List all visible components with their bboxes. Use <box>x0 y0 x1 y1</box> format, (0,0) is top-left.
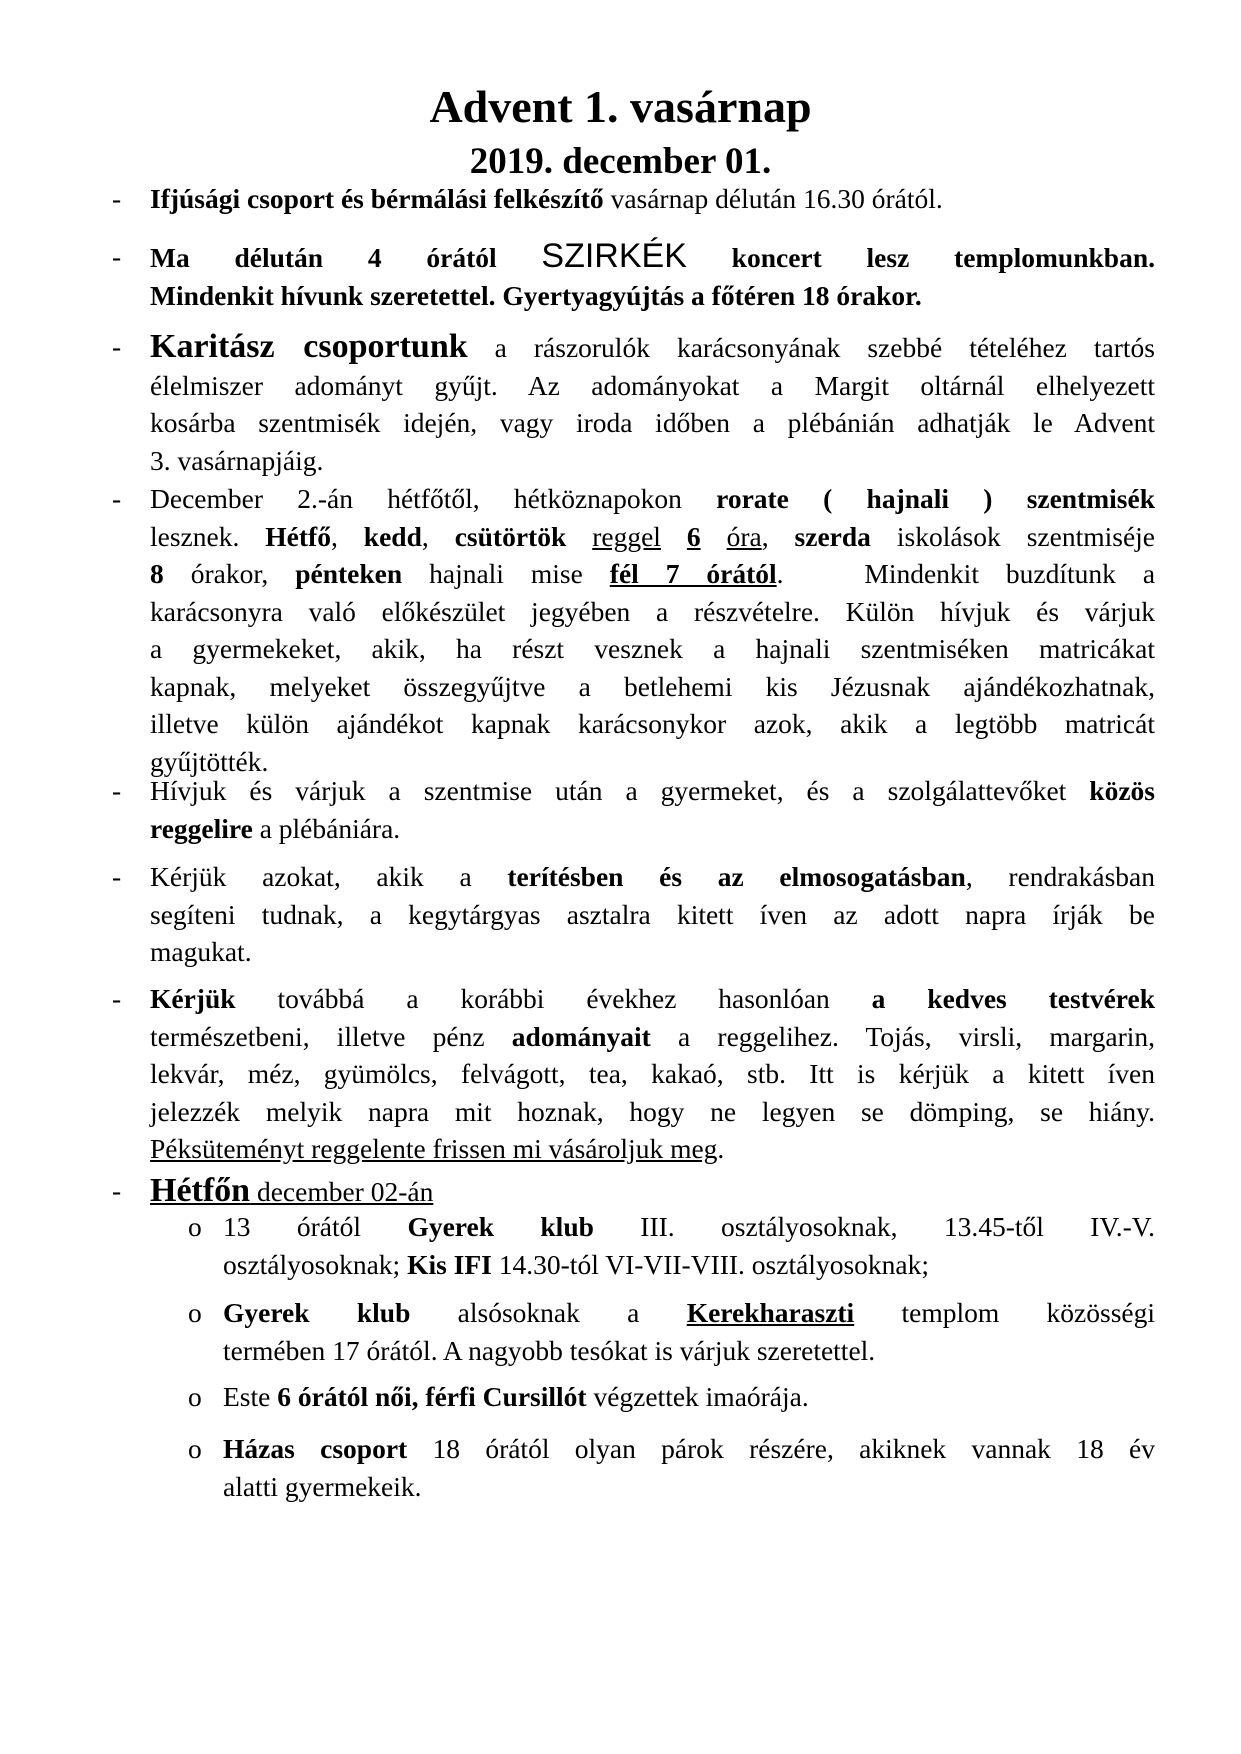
bold-text: 6 órától női, férfi Cursillót <box>277 1381 587 1412</box>
underlined-text: óra <box>726 520 762 552</box>
text-line: alatti gyermekeik. <box>223 1470 422 1502</box>
bold-text: adományait <box>511 1020 651 1052</box>
dash-bullet: - <box>112 241 122 272</box>
bold-text: rorate ( hajnali ) szentmisék <box>716 483 1156 514</box>
bold-text: szerda <box>794 520 871 552</box>
announcement-rorate <box>112 480 1156 780</box>
text-line: gyűjtötték. <box>150 745 269 777</box>
page-date: 2019. december 01. <box>469 141 772 182</box>
bold-text: Gyerek klub <box>223 1297 411 1328</box>
text: Kérjük azokat, akik a <box>150 861 472 892</box>
text: , rendrakásban <box>965 861 1155 892</box>
bold-text: Mindenkit hívunk szeretettel. Gyertyagyújtás a főtéren 18 órakor. <box>150 279 922 311</box>
bold-text: Ma délután 4 órától <box>150 242 497 273</box>
text: továbbá a korábbi évekhez hasonlóan <box>277 983 830 1014</box>
text: lesznek. <box>150 520 240 552</box>
text-line: 3. vasárnapjáig. <box>150 444 324 476</box>
dash-bullet: - <box>112 1175 122 1206</box>
text-line: termében 17 órától. A nagyobb tesókat is várjuk szeretettel. <box>223 1334 876 1366</box>
bold-text: kedd <box>363 520 422 552</box>
text: iskolások szentmiséje <box>896 520 1155 552</box>
text: , <box>330 520 338 552</box>
bold-text: Ifjúsági csoport és bérmálási felkészítő <box>150 183 604 214</box>
text: a plébániára. <box>252 812 401 844</box>
dash-bullet: - <box>112 331 122 362</box>
text: 14.30-tól VI-VII-VIII. osztályosoknak; <box>491 1248 929 1280</box>
bold-text: 8 <box>150 558 164 589</box>
text: Este <box>223 1381 278 1412</box>
dash-bullet: - <box>112 483 122 514</box>
bold-text: Gyerek klub <box>407 1211 594 1242</box>
text-line: illetve külön ajándékot kapnak karácsonykor azok, akik a legtöbb matricát <box>150 708 1155 739</box>
bold-text: pénteken <box>295 558 403 589</box>
sub-item-married-group <box>188 1430 1155 1505</box>
underlined-text: reggel <box>592 520 661 552</box>
text-line: magukat. <box>150 936 252 967</box>
announcement-szirkek-concert <box>112 237 1156 314</box>
text-line: segíteni tudnak, a kegytárgyas asztalra kitett íven az adott napra írják be <box>150 898 1155 930</box>
text: . <box>717 1133 725 1164</box>
text: Hívjuk és várjuk a szentmise után a gyermeket, és a szolgálattevőket <box>150 775 1067 806</box>
text: természetbeni, illetve pénz <box>150 1020 485 1052</box>
text-line: kosárba szentmisék idején, vagy iroda időben a plébánián adhatják le Advent <box>150 407 1155 438</box>
announcement-breakfast <box>112 772 1155 847</box>
announcement-helpers <box>112 858 1155 971</box>
text: Mindenkit buzdítunk a <box>864 558 1156 589</box>
text-line: élelmiszer adományt gyűjt. Az adományokat a Margit oltárnál elhelyezett <box>150 369 1155 401</box>
text: 18 órától olyan párok részére, akiknek vannak 18 év <box>407 1433 1155 1464</box>
circle-bullet: o <box>188 1211 202 1242</box>
announcement-caritas <box>112 328 1156 479</box>
text: a rászorulók karácsonyának szebbé tételéhez tartós <box>494 332 1156 363</box>
text: hajnali mise <box>429 558 583 589</box>
bold-text: terítésben és az elmosogatásban <box>507 861 966 892</box>
bold-text: reggelire <box>150 812 253 844</box>
text-line: a gyermekeket, akik, ha részt vesznek a hajnali szentmiséken matricákat <box>150 633 1155 664</box>
sub-item-cursillo <box>188 1378 1155 1416</box>
bold-text: koncert lesz templomunkban. <box>731 242 1156 273</box>
text: 13 órától <box>223 1211 362 1242</box>
bold-text: Hétfőn <box>150 1172 251 1209</box>
text-line: jelezzék melyik napra mit hoznak, hogy ne legyen se dömping, se hiány. <box>150 1095 1155 1127</box>
announcement-donations <box>112 980 1155 1168</box>
text: a reggelihez. Tojás, virsli, margarin, <box>650 1020 1155 1052</box>
text: órakor, <box>190 558 269 589</box>
sub-item-lower-grades <box>188 1294 1156 1369</box>
circle-bullet: o <box>188 1297 202 1328</box>
dash-bullet: - <box>112 983 122 1014</box>
text: vasárnap délután 16.30 órától. <box>603 183 943 214</box>
announcement-youth-group <box>112 180 1155 218</box>
bold-text: Hétfő <box>265 520 331 552</box>
bold-text: Kérjük <box>150 983 236 1014</box>
text: III. osztályosoknak, 13.45-től IV.-V. <box>640 1211 1155 1242</box>
text: osztályosoknak; <box>223 1248 401 1280</box>
text: December 2.-án hétfőtől, hétköznapokon <box>150 483 682 514</box>
dash-bullet: - <box>112 183 122 214</box>
bold-text: Kerekharaszti <box>686 1297 855 1328</box>
underlined-text: Péksüteményt reggelente frissen mi vásároljuk meg <box>150 1133 718 1164</box>
page-title: Advent 1. vasárnap <box>429 81 812 132</box>
text: alsósoknak a <box>457 1297 640 1328</box>
bold-text: Kis IFI <box>407 1248 492 1280</box>
dash-bullet: - <box>112 861 122 892</box>
bold-text: a kedves testvérek <box>871 983 1155 1014</box>
text: december 02-án <box>250 1176 434 1207</box>
circle-bullet: o <box>188 1433 202 1464</box>
text: templom közösségi <box>901 1297 1156 1328</box>
bold-text: Karitász csoportunk <box>150 328 468 365</box>
text: , <box>421 520 429 552</box>
text: , <box>761 520 769 552</box>
bold-text: Házas csoport <box>223 1433 408 1464</box>
text-line: lekvár, méz, gyümölcs, felvágott, tea, kakaó, stb. Itt is kérjük a kitett íven <box>150 1058 1155 1089</box>
bold-text: közös <box>1089 775 1155 806</box>
announcement-monday <box>112 1172 1155 1211</box>
text-line: kapnak, melyeket összegyűjtve a betlehemi kis Jézusnak ajándékozhatnak, <box>150 670 1155 702</box>
bold-text: fél 7 órától <box>609 558 777 589</box>
bold-text: 6 <box>686 520 701 552</box>
szirkek-name: SZIRKÉK <box>541 237 687 275</box>
dash-bullet: - <box>112 775 122 806</box>
text-line: karácsonyra való előkészület jegyében a részvételre. Külön hívjuk és várjuk <box>150 595 1155 627</box>
text: végzettek imaórája. <box>586 1381 809 1412</box>
bold-text: csütörtök <box>454 520 567 552</box>
circle-bullet: o <box>188 1381 202 1412</box>
sub-item-kids-club <box>188 1208 1155 1283</box>
text: . <box>776 558 784 589</box>
